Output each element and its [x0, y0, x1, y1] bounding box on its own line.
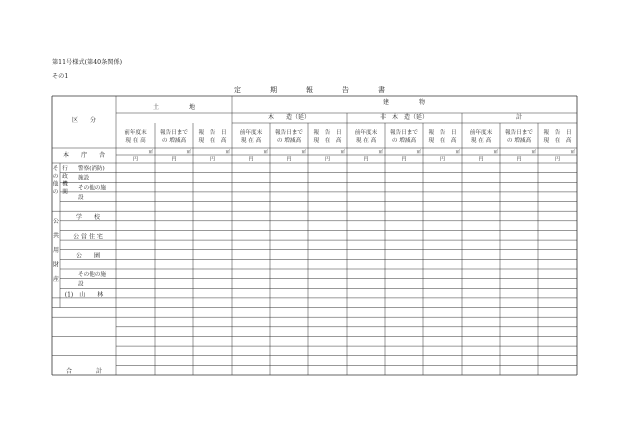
unit-yen-label: 円 [171, 156, 177, 163]
unit-area-label: ㎡ [416, 150, 421, 155]
column-header: 前年度末 [354, 130, 378, 136]
unit-area-label: ㎡ [455, 150, 460, 155]
unit-yen-label: 円 [478, 156, 484, 163]
land-header: 土 地 [152, 104, 196, 111]
unit-area-label: ㎡ [263, 150, 268, 155]
row-keisatsu: 警察(消防) [78, 166, 105, 172]
column-header: 報告日まで [505, 130, 533, 136]
unit-yen-label: 円 [554, 156, 561, 163]
row-kokyo-sonota: 設 [78, 281, 84, 288]
column-header: 報 告 日 [428, 130, 457, 136]
row-kokyo-sonota: その他の施 [78, 272, 106, 278]
unit-area-label: ㎡ [570, 150, 575, 155]
unit-area-label: ㎡ [301, 150, 306, 155]
total-header: 計 [515, 114, 523, 121]
column-header: 報 告 日 [313, 130, 342, 136]
row-gakko: 学 校 [75, 214, 101, 222]
group-gyosei-char: の [52, 189, 59, 196]
row-keisatsu: 施設 [78, 175, 90, 182]
row-sonota: 設 [78, 194, 84, 201]
unit-yen-label: 円 [363, 156, 369, 163]
group-kokyo-char: 産 [52, 276, 60, 284]
row-sanrin: (1) 山 林 [64, 291, 104, 299]
unit-yen-label: 円 [286, 156, 292, 163]
column-header: 報告日まで [275, 130, 303, 136]
wooden-header: 木 造（延） [267, 114, 311, 121]
group-gyosei-char: 行 [62, 166, 68, 172]
row-koen: 公 園 [75, 252, 101, 260]
column-header: 現 在 高 [543, 138, 572, 144]
unit-yen-label: 円 [401, 156, 407, 163]
row-honchosha: 本 庁 舎 [62, 152, 106, 159]
group-gyosei-char: そ [52, 166, 59, 172]
unit-yen-label: 円 [516, 156, 522, 163]
column-header: 現 在 高 [125, 138, 146, 144]
group-gyosei-char: 他 [52, 181, 59, 188]
row-jutaku: 公 営 住 宅 [73, 233, 103, 241]
group-gyosei-char: 機 [62, 181, 68, 188]
column-header: 報 告 日 [543, 130, 572, 136]
unit-area-label: ㎡ [186, 150, 191, 155]
column-header: 前年度末 [469, 130, 493, 136]
category-header: 区 分 [71, 117, 97, 124]
unit-area-label: ㎡ [378, 150, 383, 155]
column-header: 現 在 高 [428, 138, 457, 144]
column-header: の 増減高 [276, 138, 302, 144]
column-header: 報告日まで [160, 130, 188, 136]
row-total: 合 計 [65, 367, 103, 375]
unit-area-label: ㎡ [531, 150, 536, 155]
group-gyosei-char: の [52, 173, 59, 180]
building-header: 建 物 [382, 99, 426, 106]
group-gyosei-char: 政 [62, 173, 68, 180]
nonwooden-header: 非 木 造（延） [379, 114, 429, 121]
column-header: 現 在 高 [313, 138, 342, 144]
form-number-label: 第11号様式(第40条関係) [52, 59, 123, 66]
group-kokyo-char: 公 [52, 218, 60, 226]
row-sonota: その他の施 [78, 185, 106, 192]
column-header: の 増減高 [391, 138, 417, 144]
unit-area-label: ㎡ [148, 150, 153, 155]
group-gyosei-char: 関 [62, 189, 68, 196]
unit-yen-label: 円 [248, 156, 254, 163]
column-header: 現 在 高 [355, 138, 377, 144]
column-header: 前年度末 [124, 130, 147, 136]
unit-area-label: ㎡ [493, 150, 498, 155]
column-header: 現 在 高 [470, 138, 492, 144]
column-header: の 増減高 [506, 138, 532, 144]
unit-area-label: ㎡ [225, 150, 230, 155]
column-header: 報告日まで [390, 130, 418, 136]
unit-yen-label: 円 [132, 156, 139, 163]
group-kokyo-char: 用 [52, 247, 60, 255]
form-title: 定 期 報 告 書 [234, 86, 396, 94]
column-header: 現 在 高 [240, 138, 262, 144]
unit-area-label: ㎡ [340, 150, 345, 155]
group-kokyo-char: 財 [52, 261, 60, 269]
column-header: 前年度末 [239, 130, 263, 136]
group-kokyo-char: 共 [52, 232, 60, 240]
column-header: 報 告 日 [198, 130, 227, 136]
column-header: 現 在 高 [198, 138, 227, 144]
unit-yen-label: 円 [324, 156, 331, 163]
unit-yen-label: 円 [439, 156, 446, 163]
form-part-label: その1 [52, 73, 69, 80]
column-header: の 増減高 [161, 138, 187, 144]
unit-yen-label: 円 [209, 156, 216, 163]
